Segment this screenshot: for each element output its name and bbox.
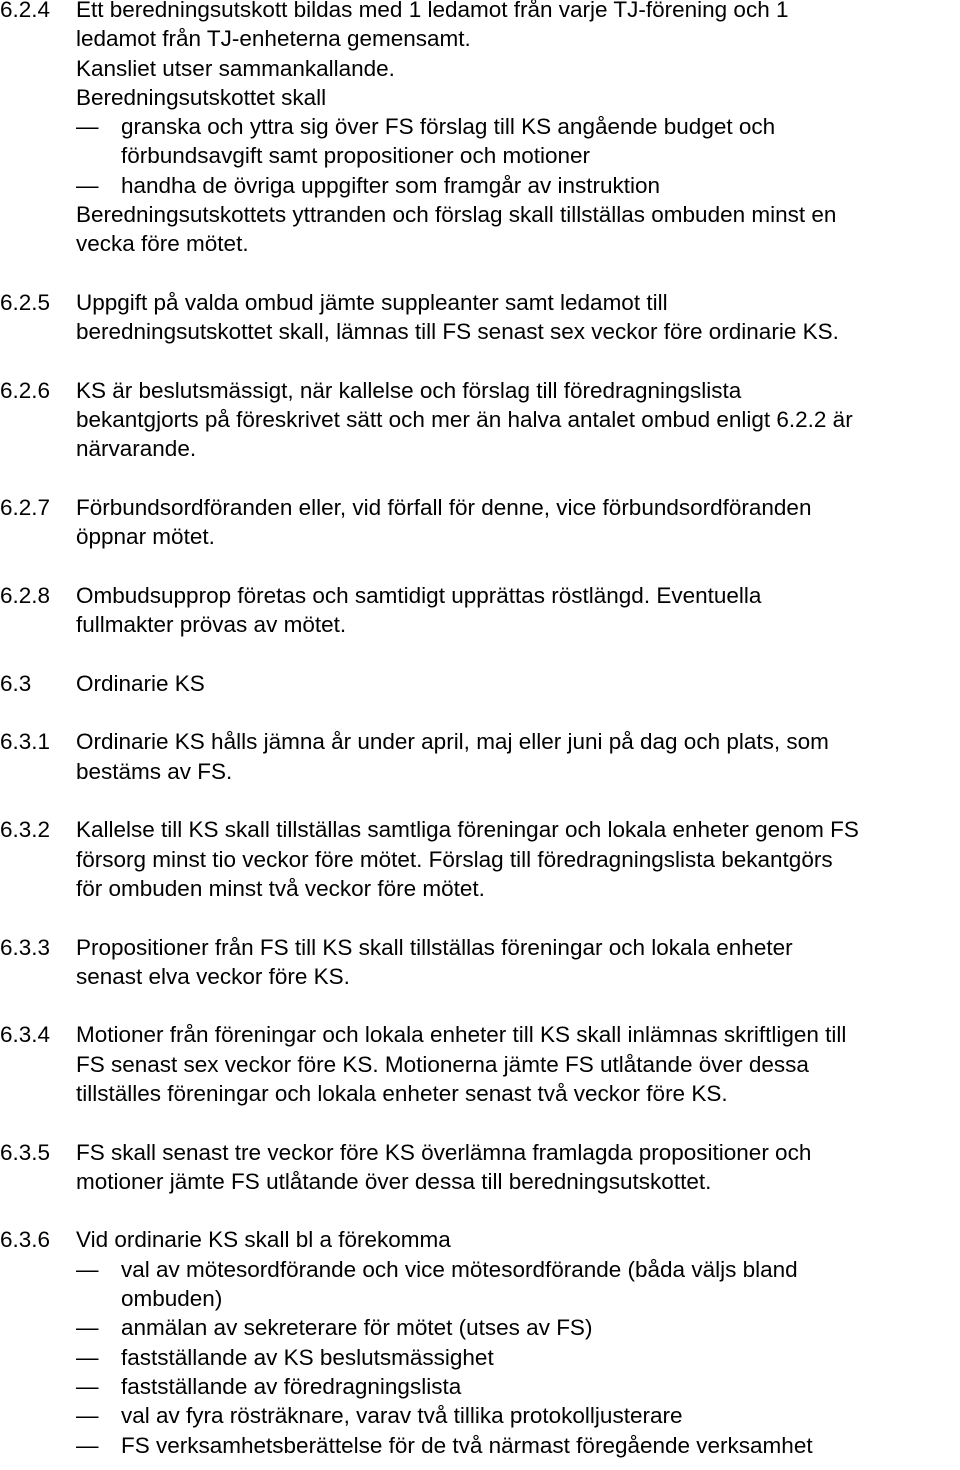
section-body [76,1020,960,1108]
paragraph-line: Propositioner från FS till KS skall tillställas föreningar och lokala enheter [76,934,793,960]
paragraph-line: FS skall senast tre veckor före KS överlämna framlagda propositioner och [76,1139,812,1165]
section-6-3-3 [0,933,960,992]
section-body [76,0,960,259]
paragraph-line: öppnar mötet. [76,524,215,550]
section-body [76,493,960,552]
section-6-2-7 [0,493,960,552]
list-item [76,1313,960,1342]
section-body [76,669,960,698]
dash-bullet-icon: — [76,172,99,198]
section-6-3-2 [0,815,960,903]
list-item [76,1343,960,1372]
section-number: 6.3.6 [0,1227,51,1253]
paragraph-line: bekantgjorts på föreskrivet sätt och mer än halva antalet ombud enligt 6.2.2 är [76,407,853,433]
section-6-2-5 [0,288,960,347]
paragraph-line: bestäms av FS. [76,758,233,784]
list-item-line: förbundsavgift samt propositioner och motioner [121,143,590,169]
section-number: 6.3.5 [0,1139,51,1165]
section-body [76,581,960,640]
section-6-2-8 [0,581,960,640]
dash-bullet-icon: — [76,1373,99,1399]
paragraph-line: vecka före mötet. [76,231,249,257]
section-number: 6.3.3 [0,934,51,960]
paragraph-line: Ordinarie KS hålls jämna år under april, maj eller juni på dag och plats, som [76,729,829,755]
list-item-line: fastställande av KS beslutsmässighet [121,1344,494,1370]
paragraph-line: Ett beredningsutskott bildas med 1 ledamot från varje TJ-förening och 1 [76,0,789,22]
section-body [76,727,960,786]
section-body [76,1138,960,1197]
paragraph-line: Motioner från föreningar och lokala enheter till KS skall inlämnas skriftligen till [76,1022,847,1048]
list-item [76,1401,960,1430]
paragraph-line: FS senast sex veckor före KS. Motionerna jämte FS utlåtande över dessa [76,1051,809,1077]
paragraph-line: ledamot från TJ-enheterna gemensamt. [76,26,471,52]
section-heading: Ordinarie KS [76,670,205,696]
section-number: 6.3.4 [0,1022,51,1048]
list-item-line: handha de övriga uppgifter som framgår av instruktion [121,172,661,198]
paragraph-line: Förbundsordföranden eller, vid förfall för denne, vice förbundsordföranden [76,495,812,521]
dash-bullet-icon: — [76,1344,99,1370]
paragraph-line: för ombuden minst två veckor före mötet. [76,875,485,901]
paragraph-line: Ombudsupprop företas och samtidigt upprättas röstlängd. Eventuella [76,582,762,608]
list-item-line: FS verksamhetsberättelse för de två närmast föregående verksamhet [121,1432,813,1458]
section-number: 6.2.5 [0,289,51,315]
section-6-2-4 [0,0,960,259]
dash-bullet-icon: — [76,1256,99,1282]
section-6-2-6 [0,376,960,464]
section-number: 6.2.6 [0,377,51,403]
paragraph-line: motioner jämte FS utlåtande över dessa till beredningsutskottet. [76,1168,712,1194]
paragraph-line: försorg minst tio veckor före mötet. Förslag till föredragningslista bekantgörs [76,846,833,872]
paragraph-line: fullmakter prövas av mötet. [76,612,347,638]
paragraph-line: Kansliet utser sammankallande. [76,55,395,81]
section-body [76,1225,960,1459]
section-6-3-4 [0,1020,960,1108]
list-item [76,1372,960,1401]
paragraph-line: Uppgift på valda ombud jämte suppleanter samt ledamot till [76,289,668,315]
dash-bullet-icon: — [76,1403,99,1429]
list-item [76,112,960,171]
paragraph-line: Vid ordinarie KS skall bl a förekomma [76,1227,451,1253]
section-number: 6.3 [0,670,32,696]
section-number: 6.2.4 [0,0,51,22]
section-body [76,933,960,992]
section-6-3-1 [0,727,960,786]
list-item-line: fastställande av föredragningslista [121,1373,462,1399]
paragraph-line: Beredningsutskottets yttranden och förslag skall tillställas ombuden minst en [76,202,837,228]
dash-bullet-icon: — [76,1315,99,1341]
paragraph-line: senast elva veckor före KS. [76,963,350,989]
section-number: 6.2.7 [0,495,51,521]
section-body [76,815,960,903]
section-6-3-6 [0,1225,960,1459]
section-number: 6.2.8 [0,582,51,608]
list-item-line: ombuden) [121,1286,223,1312]
list-item-line: val av fyra rösträknare, varav två tillika protokolljusterare [121,1403,683,1429]
paragraph-line: Beredningsutskottet skall [76,84,327,110]
section-body [76,288,960,347]
paragraph-line: beredningsutskottet skall, lämnas till FS senast sex veckor före ordinarie KS. [76,319,839,345]
paragraph-line: närvarande. [76,436,197,462]
paragraph-line: KS är beslutsmässigt, när kallelse och förslag till föredragningslista [76,377,742,403]
list-item-line: granska och yttra sig över FS förslag till KS angående budget och [121,114,776,140]
list-item-line: anmälan av sekreterare för mötet (utses av FS) [121,1315,593,1341]
section-6-3-5 [0,1138,960,1197]
section-number: 6.3.1 [0,729,51,755]
list-item [76,1431,960,1460]
dash-bullet-icon: — [76,1432,99,1458]
list-item [76,171,960,200]
section-body [76,376,960,464]
section-number: 6.3.2 [0,817,51,843]
paragraph-line: tillställes föreningar och lokala enheter senast två veckor före KS. [76,1080,728,1106]
list-item [76,1255,960,1314]
section-6-3-heading [0,669,960,698]
list-item-line: val av mötesordförande och vice mötesordförande (båda väljs bland [121,1256,798,1282]
dash-bullet-icon: — [76,114,99,140]
paragraph-line: Kallelse till KS skall tillställas samtliga föreningar och lokala enheter genom FS [76,817,859,843]
